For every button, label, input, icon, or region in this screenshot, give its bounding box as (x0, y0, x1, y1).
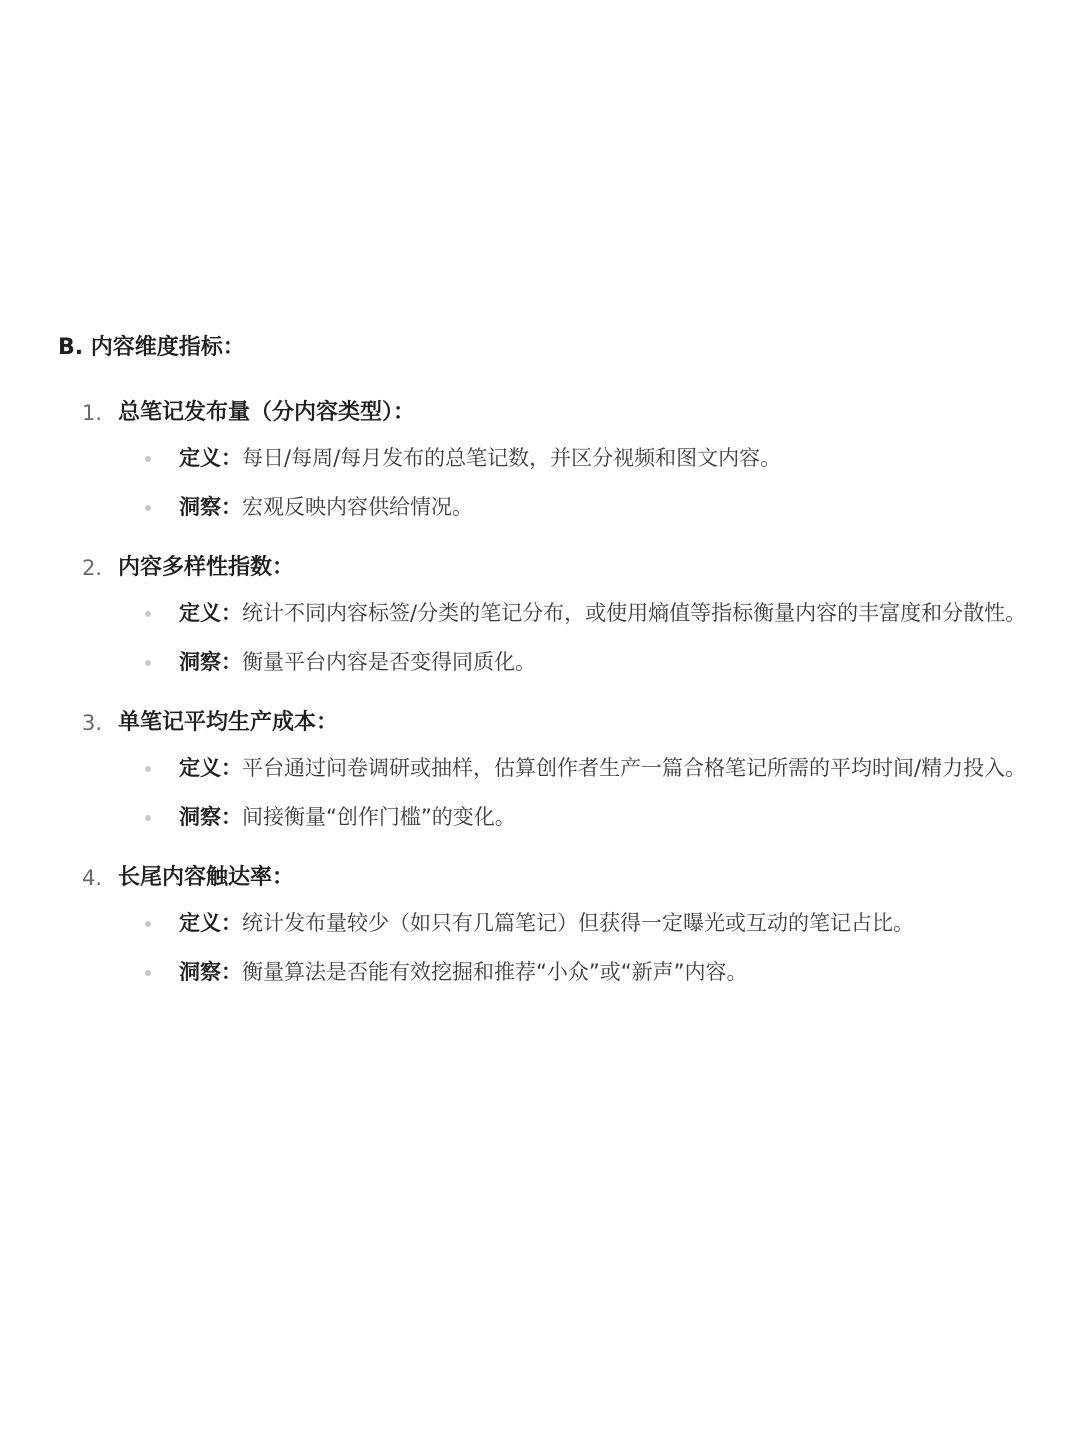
item-bullets (58, 440, 1038, 525)
definition-label: 定义： (179, 911, 242, 935)
bullet-dot-icon (145, 660, 151, 666)
insight-label: 洞察： (179, 805, 242, 829)
definition-bullet (58, 905, 1038, 941)
item-heading (58, 702, 1038, 744)
item-number: 4. (82, 866, 103, 890)
bullet-dot-icon (145, 611, 151, 617)
definition-bullet (58, 440, 1038, 476)
insight-label: 洞察： (179, 650, 242, 674)
definition-text: 每日/每周/每月发布的总笔记数，并区分视频和图文内容。 (242, 446, 782, 470)
insight-text: 宏观反映内容供给情况。 (242, 495, 473, 519)
bullet-dot-icon (145, 815, 151, 821)
section-title: B. 内容维度指标： (58, 335, 245, 360)
bullet-dot-icon (145, 505, 151, 511)
list-item-3 (58, 702, 1038, 835)
definition-label: 定义： (179, 446, 242, 470)
item-heading (58, 547, 1038, 589)
insight-text: 衡量平台内容是否变得同质化。 (242, 650, 536, 674)
item-title: 内容多样性指数： (118, 555, 295, 580)
bullet-dot-icon (145, 970, 151, 976)
insight-bullet (58, 489, 1038, 525)
document-content (58, 326, 1038, 1003)
bullet-dot-icon (145, 921, 151, 927)
insight-label: 洞察： (179, 495, 242, 519)
insight-text: 衡量算法是否能有效挖掘和推荐“小众”或“新声”内容。 (242, 960, 748, 984)
insight-label: 洞察： (179, 960, 242, 984)
item-title: 单笔记平均生产成本： (118, 710, 339, 735)
item-bullets (58, 595, 1038, 680)
bullet-dot-icon (145, 456, 151, 462)
item-title: 总笔记发布量（分内容类型）： (118, 400, 416, 425)
item-bullets (58, 905, 1038, 990)
insight-bullet (58, 799, 1038, 835)
list-item-4 (58, 857, 1038, 990)
insight-bullet (58, 954, 1038, 990)
definition-text: 统计不同内容标签/分类的笔记分布，或使用熵值等指标衡量内容的丰富度和分散性。 (242, 601, 1027, 625)
item-heading (58, 857, 1038, 899)
list-item-2 (58, 547, 1038, 680)
item-number: 1. (82, 401, 103, 425)
item-heading (58, 392, 1038, 434)
item-title: 长尾内容触达率： (118, 865, 295, 890)
definition-label: 定义： (179, 756, 242, 780)
insight-text: 间接衡量“创作门槛”的变化。 (242, 805, 516, 829)
list-item-1 (58, 392, 1038, 525)
insight-bullet (58, 644, 1038, 680)
definition-bullet (58, 595, 1038, 631)
item-number: 2. (82, 556, 103, 580)
definition-label: 定义： (179, 601, 242, 625)
definition-text: 平台通过问卷调研或抽样，估算创作者生产一篇合格笔记所需的平均时间/精力投入。 (242, 756, 1027, 780)
bullet-dot-icon (145, 766, 151, 772)
definition-bullet (58, 750, 1038, 786)
definition-text: 统计发布量较少（如只有几篇笔记）但获得一定曝光或互动的笔记占比。 (242, 911, 914, 935)
item-number: 3. (82, 711, 103, 735)
item-bullets (58, 750, 1038, 835)
